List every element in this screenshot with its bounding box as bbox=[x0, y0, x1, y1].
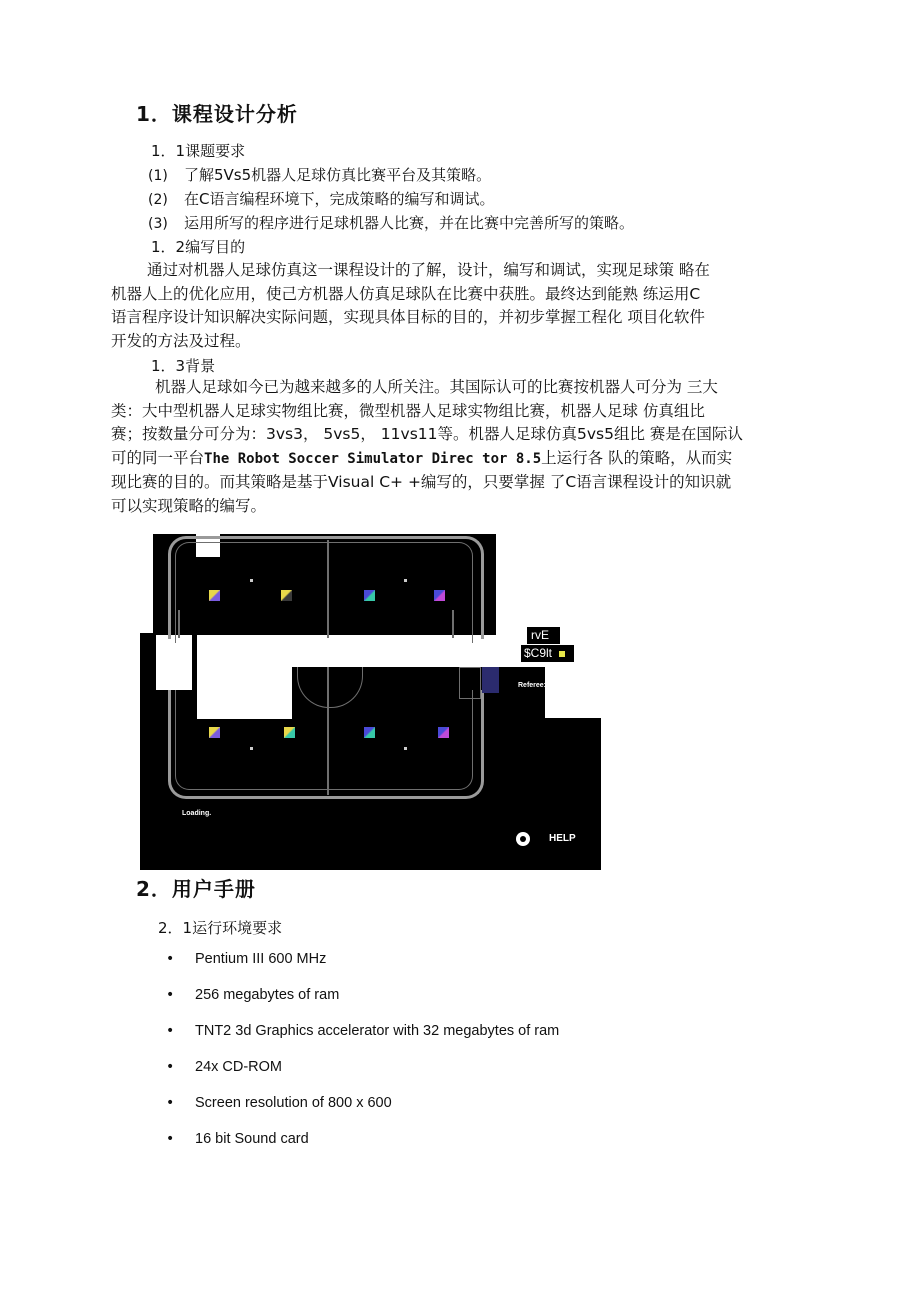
bullet-icon: • bbox=[166, 1095, 175, 1111]
purpose-line: 机器人上的优化应用，使己方机器人仿真足球队在比赛中获胜。最终达到能熟 练运用C bbox=[111, 284, 701, 303]
screenshot-right-block bbox=[545, 718, 601, 870]
right-goal-area bbox=[459, 667, 481, 699]
loading-label: Loading. bbox=[182, 810, 212, 817]
requirement-number: (3) bbox=[148, 216, 168, 232]
yellow-robot bbox=[284, 727, 295, 738]
field-marker-dot bbox=[250, 747, 253, 750]
bullet-icon: • bbox=[166, 951, 175, 967]
list-item: 24x CD-ROM bbox=[195, 1059, 283, 1075]
background-line: 类：大中型机器人足球实物组比赛，微型机器人足球实物组比赛，机器人足球 仿真组比 bbox=[111, 401, 705, 420]
purpose-line: 语言程序设计知识解决实际问题，实现具体目标的目的，并初步掌握工程化 项目化软件 bbox=[111, 308, 705, 327]
bullet-icon: • bbox=[166, 987, 175, 1003]
background-text: 上运行各 队的策略，从而实 bbox=[541, 448, 733, 467]
bullet-icon: • bbox=[166, 1023, 175, 1039]
blue-robot bbox=[364, 590, 375, 601]
center-line-top bbox=[327, 540, 329, 638]
yellow-robot bbox=[209, 590, 220, 601]
requirement-item-3 bbox=[148, 212, 634, 233]
label-box-bottom bbox=[521, 645, 574, 662]
background-line: 机器人足球如今已为越来越多的人所关注。其国际认可的比赛按机器人可分为 三大 bbox=[155, 378, 718, 396]
field-marker-dot bbox=[404, 747, 407, 750]
screenshot-gap-left bbox=[156, 635, 192, 690]
help-button[interactable]: HELP bbox=[549, 833, 576, 844]
requirement-number: (1) bbox=[148, 168, 168, 184]
background-line: 赛；按数量分可分为：3vs3， 5vs5， 11vs11等。机器人足球仿真5vs5组比 赛是在国际认 bbox=[111, 425, 743, 444]
purpose-line: 通过对机器人足球仿真这一课程设计的了解，设计，编写和调试，实现足球策 略在 bbox=[147, 261, 710, 279]
background-line: 可以实现策略的编写。 bbox=[111, 496, 267, 515]
list-item: 256 megabytes of ram bbox=[195, 987, 340, 1003]
background-paragraph bbox=[111, 376, 787, 519]
field-marker-dot bbox=[250, 579, 253, 582]
referee-label: Referee: bbox=[518, 682, 547, 689]
label-box-top bbox=[527, 627, 560, 644]
background-line: 现比赛的目的。而其策略是基于Visual C+ +编写的，只要掌握 了C语言课程设计的知识就 bbox=[111, 473, 732, 492]
label-c9lt: $C9lt bbox=[524, 646, 553, 660]
blue-robot bbox=[438, 727, 449, 738]
right-goal-line bbox=[452, 610, 454, 638]
subsection-2-1-title: 2．1运行环境要求 bbox=[158, 919, 283, 937]
requirement-number: (2) bbox=[148, 192, 168, 208]
background-line-with-product bbox=[111, 447, 787, 472]
requirement-item-1 bbox=[148, 164, 491, 185]
section-2-title: 2．用户手册 bbox=[136, 877, 256, 901]
requirement-text: 了解5Vs5机器人足球仿真比赛平台及其策略。 bbox=[184, 166, 492, 184]
blue-robot bbox=[364, 727, 375, 738]
yellow-robot bbox=[209, 727, 220, 738]
subsection-1-1-title: 1．1课题要求 bbox=[151, 142, 246, 160]
label-rve: rvE bbox=[531, 628, 549, 642]
requirement-text: 运用所写的程序进行足球机器人比赛，并在比赛中完善所写的策略。 bbox=[184, 214, 635, 232]
simulator-name: The Robot Soccer Simulator Direc tor 8.5 bbox=[204, 450, 542, 467]
bullet-icon: • bbox=[166, 1131, 175, 1147]
requirement-text: 在C语言编程环境下，完成策略的编写和调试。 bbox=[184, 190, 495, 208]
bullet-icon: • bbox=[166, 1059, 175, 1075]
list-item: Screen resolution of 800 x 600 bbox=[195, 1095, 392, 1111]
subsection-1-3-title: 1．3背景 bbox=[151, 357, 216, 375]
purpose-line: 开发的方法及过程。 bbox=[111, 331, 251, 350]
list-item: 16 bit Sound card bbox=[195, 1131, 309, 1147]
soccer-ball-icon[interactable] bbox=[516, 832, 530, 846]
subsection-1-2-title: 1．2编写目的 bbox=[151, 238, 246, 256]
status-square-icon bbox=[559, 651, 565, 657]
blue-robot bbox=[434, 590, 445, 601]
goal-marker-blue bbox=[482, 667, 499, 693]
background-text: 可的同一平台 bbox=[111, 448, 205, 467]
requirement-item-2 bbox=[148, 188, 494, 209]
list-item: TNT2 3d Graphics accelerator with 32 megabytes of ram bbox=[195, 1023, 560, 1039]
field-marker-dot bbox=[404, 579, 407, 582]
list-item: Pentium III 600 MHz bbox=[195, 951, 327, 967]
section-1-title: 1．课程设计分析 bbox=[136, 102, 298, 126]
left-goal-line bbox=[178, 610, 180, 638]
purpose-paragraph bbox=[111, 259, 787, 353]
yellow-robot bbox=[281, 590, 292, 601]
